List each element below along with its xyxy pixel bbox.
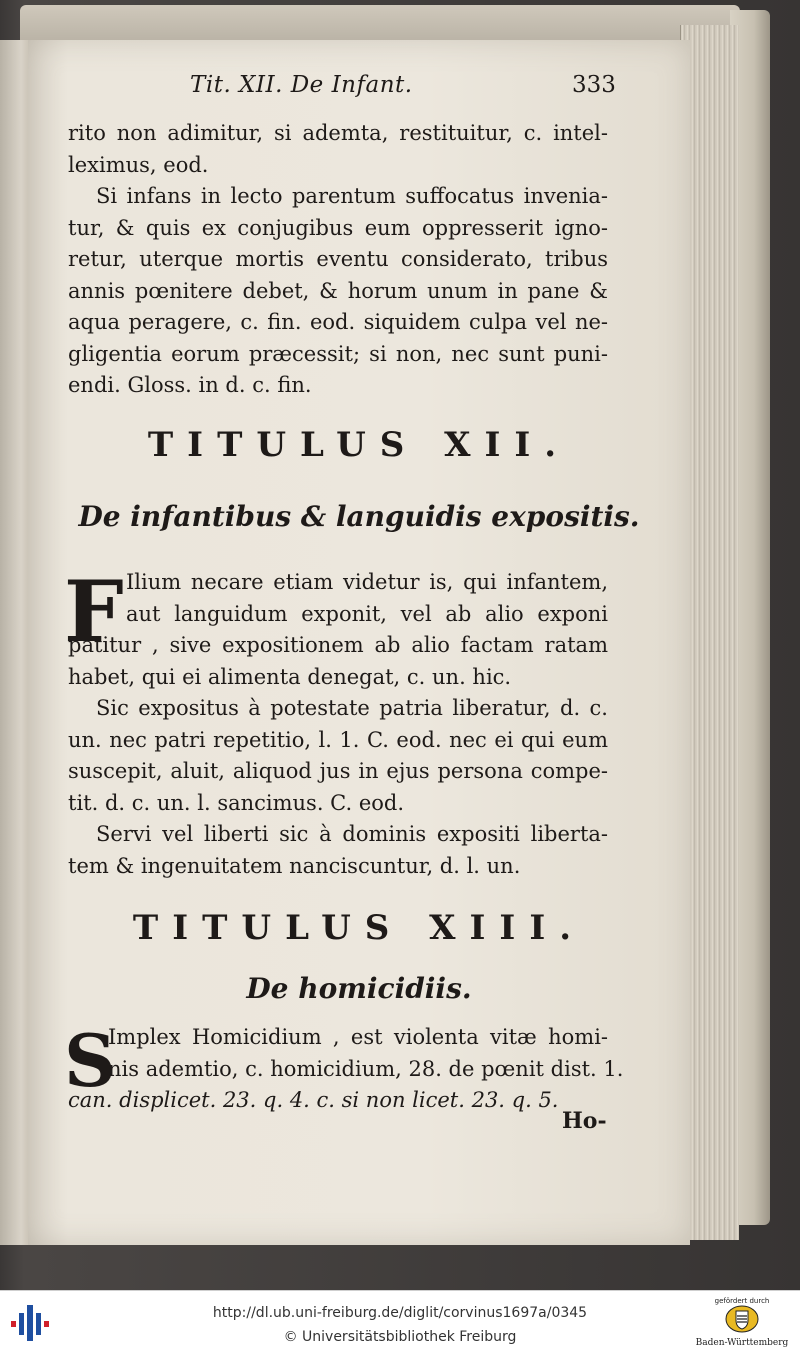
text-line: Sic expositus à potestate patria liberatur, d. c. <box>96 696 608 720</box>
text-line: Ilium necare etiam videtur is, qui infantem, <box>126 570 608 594</box>
section-xiii-text <box>68 1022 624 1117</box>
drop-initial-f: F <box>64 562 124 661</box>
text-line: leximus, eod. <box>68 152 209 177</box>
book-top-edge <box>20 5 740 45</box>
text-line: habet, qui ei alimenta denegat, c. un. hic. <box>68 664 512 689</box>
book-page <box>28 40 690 1245</box>
text-line: patitur , sive expositionem ab alio factam ratam <box>68 633 608 657</box>
text-line: retur, uterque mortis eventu considerato, tribus <box>68 247 608 271</box>
page-number: 333 <box>572 72 616 98</box>
text-line: suscepit, aluit, aliquod jus in ejus persona compe- <box>68 759 608 783</box>
text-line: tit. d. c. un. l. sancimus. C. eod. <box>68 790 405 815</box>
section-heading-xii: TITULUS XII. <box>147 425 571 465</box>
baden-wuerttemberg-crest-icon <box>725 1305 759 1333</box>
section-heading-xiii: TITULUS XIII. <box>132 908 586 948</box>
permalink-url[interactable]: http://dl.ub.uni-freiburg.de/diglit/corvinus1697a/0345 <box>212 1305 588 1321</box>
text-line: gligentia eorum præcessit; si non, nec sunt puni- <box>68 341 608 366</box>
section-xii-text <box>68 567 608 882</box>
viewer-footer <box>0 1290 800 1352</box>
text-line: un. nec patri repetitio, l. 1. C. eod. nec ei qui eum <box>68 727 608 752</box>
section-subheading-xiii: De homicidiis. <box>246 972 472 1005</box>
text-line: tem & ingenuitatem nanciscuntur, d. l. un. <box>68 853 521 878</box>
text-line: endi. Gloss. in d. c. fin. <box>68 373 312 397</box>
text-line: tur, & quis ex conjugibus eum oppresserit igno- <box>68 215 608 240</box>
text-line: aqua peragere, c. fin. eod. siquidem culpa vel ne- <box>68 310 608 334</box>
text-line: rito non adimitur, si ademta, restituitur, c. intel- <box>68 121 608 145</box>
text-line: Implex Homicidium , est violenta vitæ homi- <box>108 1025 608 1049</box>
drop-initial-s: S <box>64 1018 116 1103</box>
text-line: annis pœnitere debet, & horum unum in pane & <box>68 278 608 303</box>
sponsor-logo <box>692 1297 792 1349</box>
top-paragraph <box>68 118 608 402</box>
left-page-sliver <box>0 40 31 1245</box>
section-subheading-xii: De infantibus & languidis expositis. <box>78 500 640 533</box>
text-line: Servi vel liberti sic à dominis expositi liberta- <box>96 822 608 846</box>
catchword: Ho- <box>562 1108 607 1134</box>
text-line: aut languidum exponit, vel ab alio exponi <box>126 601 608 626</box>
text-line: Si infans in lecto parentum suffocatus invenia- <box>96 184 608 208</box>
sponsor-label: gefördert durch <box>714 1297 770 1305</box>
running-title: Tit. XII. De Infant. <box>190 72 413 98</box>
copyright-notice: © Universitätsbibliothek Freiburg <box>283 1329 517 1345</box>
text-line: nis ademtio, c. homicidium, 28. de pœnit dist. 1. <box>108 1056 624 1081</box>
text-line: can. displicet. 23. q. 4. c. si non licet. 23. q. 5. <box>68 1088 559 1112</box>
sponsor-name: Baden-Württemberg <box>695 1338 789 1348</box>
